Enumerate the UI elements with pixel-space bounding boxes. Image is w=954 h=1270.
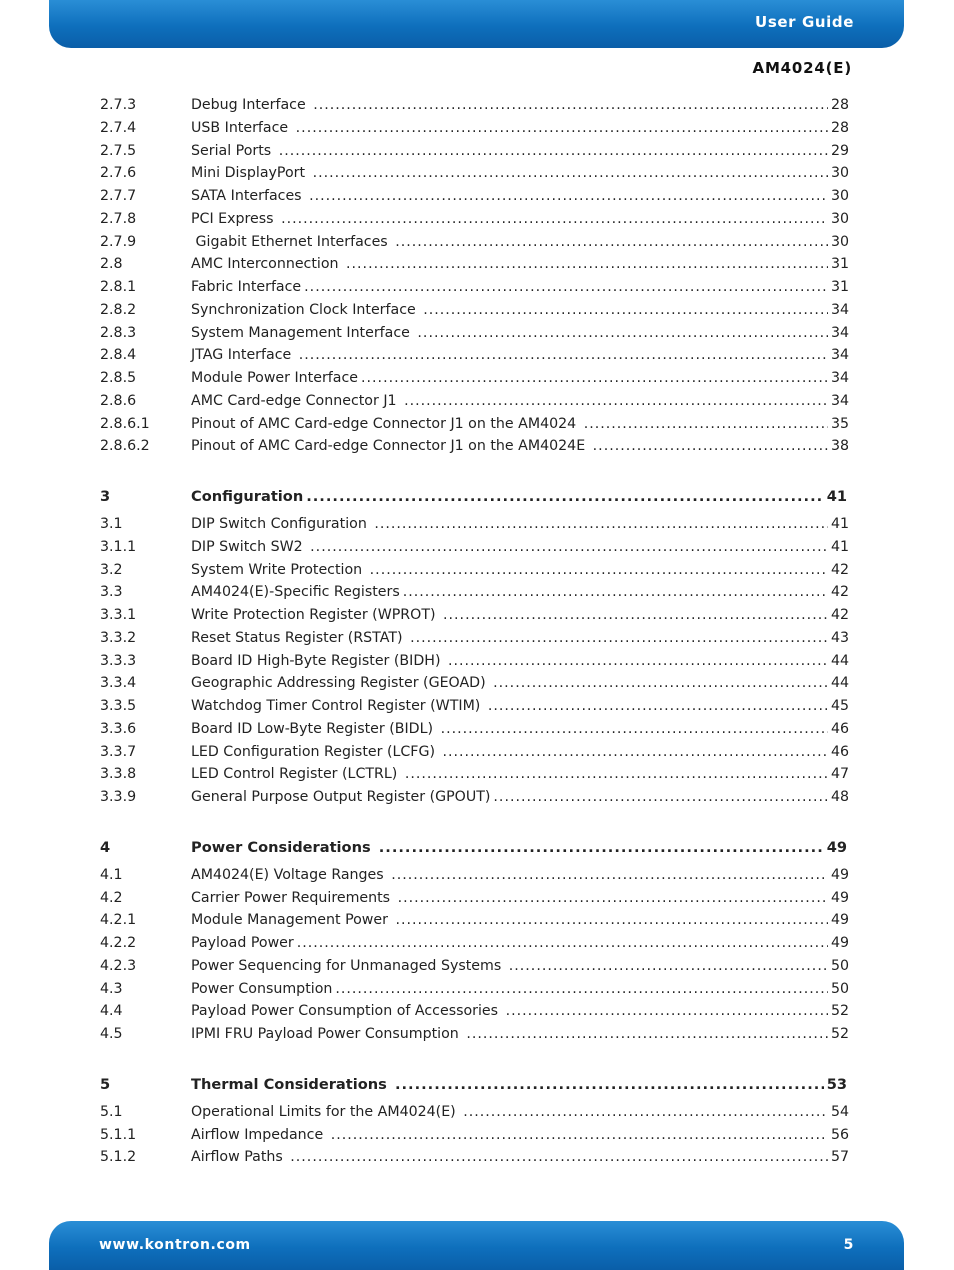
toc-entry-page: 52 bbox=[830, 1003, 849, 1020]
toc-entry-row[interactable] bbox=[100, 393, 849, 416]
toc-entry-page: 49 bbox=[830, 866, 849, 883]
toc-entry-title: Thermal Considerations bbox=[191, 1075, 392, 1093]
toc-entry-page: 34 bbox=[830, 324, 849, 341]
toc-entry-row[interactable] bbox=[100, 867, 849, 890]
toc-leader-dots bbox=[466, 1026, 828, 1042]
toc-entry-page: 46 bbox=[830, 743, 849, 760]
toc-entry-number: 2.8.6.2 bbox=[100, 438, 150, 455]
toc-entry-number: 3.3.5 bbox=[100, 698, 137, 714]
toc-entry-row[interactable] bbox=[100, 143, 849, 166]
toc-leader-dots bbox=[313, 165, 828, 181]
toc-entry-page: 42 bbox=[830, 584, 849, 601]
toc-entry-number: 2.8.4 bbox=[100, 347, 137, 364]
toc-leader-dots bbox=[506, 1003, 828, 1019]
toc-entry-row[interactable] bbox=[100, 981, 849, 1004]
toc-entry-title: DIP Switch Configuration bbox=[191, 516, 372, 532]
toc-entry-title: AMC Card-edge Connector J1 bbox=[191, 392, 402, 409]
toc-entry-row[interactable] bbox=[100, 256, 849, 279]
toc-chapter-row[interactable] bbox=[100, 839, 849, 867]
toc-entry-title: LED Configuration Register (LCFG) bbox=[191, 743, 440, 760]
toc-entry-title: Power Consumption bbox=[191, 980, 333, 997]
toc-entry-page: 56 bbox=[830, 1126, 849, 1143]
toc-entry-row[interactable] bbox=[100, 675, 849, 698]
toc-entry-number: 2.8.1 bbox=[100, 279, 137, 295]
toc-entry-row[interactable] bbox=[100, 935, 849, 958]
toc-entry-page: 35 bbox=[830, 415, 849, 432]
toc-entry-page: 34 bbox=[830, 392, 849, 409]
toc-entry-page: 34 bbox=[830, 370, 849, 386]
toc-entry-number: 4.2.1 bbox=[100, 912, 137, 929]
toc-entry-page: 30 bbox=[830, 188, 849, 204]
toc-entry-row[interactable] bbox=[100, 584, 849, 607]
toc-leader-dots bbox=[448, 653, 828, 669]
toc-leader-dots bbox=[370, 562, 828, 578]
toc-leader-dots bbox=[410, 630, 828, 646]
toc-leader-dots bbox=[395, 234, 828, 250]
toc-entry-page: 53 bbox=[826, 1075, 847, 1093]
toc-entry-page: 42 bbox=[830, 607, 849, 623]
toc-entry-number: 4 bbox=[100, 838, 111, 856]
toc-leader-dots bbox=[403, 584, 828, 600]
toc-leader-dots bbox=[331, 1127, 828, 1143]
toc-entry-number: 4.1 bbox=[100, 866, 123, 883]
toc-entry-title: Power Considerations bbox=[191, 838, 376, 856]
toc-entry-number: 5 bbox=[100, 1075, 111, 1093]
toc-entry-row[interactable] bbox=[100, 370, 849, 393]
toc-leader-dots bbox=[417, 325, 828, 341]
toc-leader-dots bbox=[584, 416, 828, 432]
toc-entry-title: Mini DisplayPort bbox=[191, 165, 310, 182]
toc-entry-page: 43 bbox=[830, 629, 849, 646]
toc-entry-page: 41 bbox=[830, 516, 849, 532]
toc-entry-title: Operational Limits for the AM4024(E) bbox=[191, 1103, 461, 1120]
toc-entry-title: Module Power Interface bbox=[191, 370, 359, 386]
toc-entry-page: 52 bbox=[830, 1026, 849, 1042]
toc-entry-row[interactable] bbox=[100, 1127, 849, 1150]
header-label: User Guide bbox=[755, 13, 854, 31]
table-of-contents bbox=[100, 97, 849, 1172]
toc-entry-number: 2.7.7 bbox=[100, 188, 137, 204]
toc-entry-number: 3.3.7 bbox=[100, 743, 137, 760]
toc-entry-row[interactable] bbox=[100, 188, 849, 211]
toc-entry-row[interactable] bbox=[100, 789, 849, 812]
toc-entry-number: 3.3.4 bbox=[100, 675, 137, 692]
toc-entry-number: 2.7.6 bbox=[100, 165, 137, 182]
footer-banner bbox=[49, 1221, 904, 1270]
toc-entry-number: 5.1 bbox=[100, 1103, 123, 1120]
toc-entry-number: 3.2 bbox=[100, 561, 123, 578]
toc-entry-title: AMC Interconnection bbox=[191, 256, 344, 273]
toc-entry-number: 2.7.3 bbox=[100, 97, 137, 113]
toc-entry-row[interactable] bbox=[100, 347, 849, 370]
toc-leader-dots bbox=[299, 347, 828, 363]
toc-entry-number: 4.4 bbox=[100, 1003, 123, 1020]
toc-leader-dots bbox=[405, 766, 828, 782]
toc-leader-dots bbox=[443, 607, 828, 623]
toc-entry-page: 49 bbox=[830, 935, 849, 951]
toc-entry-row[interactable] bbox=[100, 630, 849, 653]
toc-leader-dots bbox=[361, 370, 828, 386]
toc-entry-title: Fabric Interface bbox=[191, 279, 302, 295]
toc-entry-number: 4.3 bbox=[100, 980, 123, 997]
toc-entry-number: 3.3.9 bbox=[100, 789, 137, 805]
toc-leader-dots bbox=[281, 211, 828, 227]
toc-entry-row[interactable] bbox=[100, 165, 849, 188]
toc-entry-page: 38 bbox=[830, 438, 849, 455]
toc-leader-dots bbox=[279, 143, 828, 159]
toc-entry-title: DIP Switch SW2 bbox=[191, 538, 308, 555]
toc-entry-number: 4.2.2 bbox=[100, 935, 137, 951]
toc-leader-dots bbox=[493, 675, 828, 691]
toc-entry-title: System Write Protection bbox=[191, 561, 367, 578]
toc-entry-title: System Management Interface bbox=[191, 324, 415, 341]
toc-entry-page: 41 bbox=[830, 538, 849, 555]
toc-leader-dots bbox=[335, 981, 828, 997]
toc-leader-dots bbox=[463, 1104, 828, 1120]
toc-entry-page: 46 bbox=[830, 720, 849, 737]
toc-entry-title: Write Protection Register (WPROT) bbox=[191, 607, 441, 623]
toc-entry-title: JTAG Interface bbox=[191, 347, 296, 364]
toc-leader-dots bbox=[379, 839, 824, 856]
toc-entry-title: Power Sequencing for Unmanaged Systems bbox=[191, 957, 506, 974]
toc-entry-number: 2.8.3 bbox=[100, 324, 137, 341]
toc-entry-page: 31 bbox=[830, 279, 849, 295]
toc-entry-row[interactable] bbox=[100, 516, 849, 539]
toc-entry-row[interactable] bbox=[100, 325, 849, 348]
toc-leader-dots bbox=[310, 539, 828, 555]
toc-entry-page: 50 bbox=[830, 957, 849, 974]
toc-entry-number: 2.7.4 bbox=[100, 119, 137, 136]
toc-entry-row[interactable] bbox=[100, 438, 849, 461]
toc-entry-number: 3 bbox=[100, 488, 111, 505]
toc-entry-page: 57 bbox=[830, 1149, 849, 1166]
toc-entry-page: 54 bbox=[830, 1103, 849, 1120]
toc-chapter-row[interactable] bbox=[100, 488, 849, 516]
toc-entry-number: 4.2.3 bbox=[100, 957, 137, 974]
toc-entry-number: 2.8.6 bbox=[100, 392, 137, 409]
toc-entry-row[interactable] bbox=[100, 721, 849, 744]
toc-leader-dots bbox=[391, 867, 828, 883]
toc-entry-row[interactable] bbox=[100, 1026, 849, 1049]
header-banner bbox=[49, 0, 904, 48]
toc-entry-number: 3.3.3 bbox=[100, 652, 137, 669]
toc-entry-page: 47 bbox=[830, 766, 849, 783]
toc-entry-title: Reset Status Register (RSTAT) bbox=[191, 629, 408, 646]
toc-entry-page: 48 bbox=[830, 789, 849, 805]
toc-entry-page: 34 bbox=[830, 301, 849, 318]
toc-entry-number: 2.8 bbox=[100, 256, 123, 273]
toc-entry-row[interactable] bbox=[100, 607, 849, 630]
toc-entry-page: 44 bbox=[830, 652, 849, 669]
toc-entry-number: 3.3.1 bbox=[100, 607, 137, 623]
toc-entry-number: 2.7.5 bbox=[100, 142, 137, 159]
toc-leader-dots bbox=[404, 393, 828, 409]
toc-entry-number: 5.1.1 bbox=[100, 1126, 137, 1143]
toc-entry-row[interactable] bbox=[100, 912, 849, 935]
toc-entry-page: 28 bbox=[830, 97, 849, 113]
toc-entry-title: Configuration bbox=[191, 488, 304, 505]
toc-entry-title: USB Interface bbox=[191, 119, 293, 136]
toc-entry-row[interactable] bbox=[100, 653, 849, 676]
toc-entry-page: 41 bbox=[826, 488, 847, 505]
toc-entry-row[interactable] bbox=[100, 890, 849, 913]
toc-leader-dots bbox=[313, 97, 828, 113]
toc-entry-row[interactable] bbox=[100, 1003, 849, 1026]
toc-leader-dots bbox=[488, 698, 828, 714]
toc-entry-row[interactable] bbox=[100, 698, 849, 721]
toc-entry-title: Geographic Addressing Register (GEOAD) bbox=[191, 675, 491, 692]
toc-entry-page: 45 bbox=[830, 698, 849, 714]
toc-entry-row[interactable] bbox=[100, 211, 849, 234]
toc-entry-title: Pinout of AMC Card-edge Connector J1 on the AM4024 bbox=[191, 415, 581, 432]
toc-leader-dots bbox=[509, 958, 828, 974]
toc-entry-page: 28 bbox=[830, 119, 849, 136]
toc-entry-title: Payload Power Consumption of Accessories bbox=[191, 1003, 503, 1020]
toc-entry-row[interactable] bbox=[100, 958, 849, 981]
toc-entry-row[interactable] bbox=[100, 302, 849, 325]
toc-leader-dots bbox=[290, 1149, 828, 1165]
toc-entry-title: Watchdog Timer Control Register (WTIM) bbox=[191, 698, 485, 714]
toc-leader-dots bbox=[395, 1076, 824, 1093]
toc-entry-row[interactable] bbox=[100, 539, 849, 562]
toc-entry-number: 4.5 bbox=[100, 1026, 123, 1042]
toc-leader-dots bbox=[443, 744, 828, 760]
toc-entry-title: General Purpose Output Register (GPOUT) bbox=[191, 789, 491, 805]
toc-entry-title: SATA Interfaces bbox=[191, 188, 307, 204]
toc-entry-number: 3.3.6 bbox=[100, 720, 137, 737]
toc-entry-title: Airflow Paths bbox=[191, 1149, 288, 1166]
toc-entry-title: Board ID Low-Byte Register (BIDL) bbox=[191, 720, 438, 737]
page-number: 5 bbox=[843, 1237, 854, 1253]
toc-entry-row[interactable] bbox=[100, 97, 849, 120]
toc-entry-title: Module Management Power bbox=[191, 912, 393, 929]
toc-entry-row[interactable] bbox=[100, 1149, 849, 1172]
toc-leader-dots bbox=[398, 890, 828, 906]
toc-entry-number: 3.3.8 bbox=[100, 766, 137, 783]
toc-entry-page: 49 bbox=[826, 838, 847, 856]
toc-leader-dots bbox=[423, 302, 828, 318]
document-title: AM4024(E) bbox=[752, 59, 852, 77]
toc-entry-page: 31 bbox=[830, 256, 849, 273]
toc-entry-title: Gigabit Ethernet Interfaces bbox=[191, 233, 393, 250]
toc-entry-row[interactable] bbox=[100, 744, 849, 767]
toc-chapter-row[interactable] bbox=[100, 1076, 849, 1104]
toc-leader-dots bbox=[346, 256, 828, 272]
toc-entry-row[interactable] bbox=[100, 1104, 849, 1127]
toc-entry-title: Payload Power bbox=[191, 935, 294, 951]
toc-entry-page: 50 bbox=[830, 980, 849, 997]
toc-entry-title: IPMI FRU Payload Power Consumption bbox=[191, 1026, 464, 1042]
toc-entry-page: 44 bbox=[830, 675, 849, 692]
toc-entry-title: AM4024(E) Voltage Ranges bbox=[191, 866, 389, 883]
footer-website-link[interactable]: www.kontron.com bbox=[99, 1237, 251, 1253]
toc-entry-page: 29 bbox=[830, 142, 849, 159]
toc-leader-dots bbox=[493, 789, 828, 805]
toc-leader-dots bbox=[296, 120, 828, 136]
toc-entry-title: Airflow Impedance bbox=[191, 1126, 328, 1143]
toc-entry-page: 30 bbox=[830, 210, 849, 227]
toc-entry-page: 34 bbox=[830, 347, 849, 364]
toc-leader-dots bbox=[306, 488, 823, 505]
toc-entry-title: Debug Interface bbox=[191, 97, 311, 113]
toc-entry-page: 49 bbox=[830, 912, 849, 929]
toc-leader-dots bbox=[593, 438, 828, 454]
toc-leader-dots bbox=[309, 188, 828, 204]
toc-entry-number: 3.3.2 bbox=[100, 629, 137, 646]
toc-entry-page: 30 bbox=[830, 165, 849, 182]
toc-entry-page: 42 bbox=[830, 561, 849, 578]
toc-entry-row[interactable] bbox=[100, 279, 849, 302]
toc-entry-page: 30 bbox=[830, 233, 849, 250]
toc-entry-row[interactable] bbox=[100, 416, 849, 439]
toc-entry-title: PCI Express bbox=[191, 210, 279, 227]
toc-entry-number: 3.1.1 bbox=[100, 538, 137, 555]
toc-entry-title: LED Control Register (LCTRL) bbox=[191, 766, 402, 783]
toc-leader-dots bbox=[374, 516, 828, 532]
toc-leader-dots bbox=[441, 721, 828, 737]
toc-entry-row[interactable] bbox=[100, 562, 849, 585]
toc-entry-number: 3.1 bbox=[100, 516, 123, 532]
toc-entry-title: Carrier Power Requirements bbox=[191, 889, 395, 906]
toc-entry-page: 49 bbox=[830, 889, 849, 906]
toc-entry-title: Synchronization Clock Interface bbox=[191, 301, 421, 318]
toc-entry-number: 2.7.9 bbox=[100, 233, 137, 250]
toc-entry-number: 4.2 bbox=[100, 889, 123, 906]
toc-entry-number: 3.3 bbox=[100, 584, 123, 601]
toc-entry-row[interactable] bbox=[100, 766, 849, 789]
toc-leader-dots bbox=[304, 279, 828, 295]
toc-entry-title: AM4024(E)-Specific Registers bbox=[191, 584, 400, 601]
toc-leader-dots bbox=[395, 912, 827, 928]
toc-entry-number: 2.8.5 bbox=[100, 370, 137, 386]
toc-entry-number: 2.7.8 bbox=[100, 210, 137, 227]
toc-entry-title: Serial Ports bbox=[191, 142, 276, 159]
toc-entry-number: 2.8.2 bbox=[100, 301, 137, 318]
toc-entry-number: 2.8.6.1 bbox=[100, 415, 150, 432]
toc-leader-dots bbox=[297, 935, 828, 951]
toc-entry-row[interactable] bbox=[100, 234, 849, 257]
toc-entry-number: 5.1.2 bbox=[100, 1149, 137, 1166]
toc-entry-title: Pinout of AMC Card-edge Connector J1 on the AM4024E bbox=[191, 438, 590, 455]
toc-entry-row[interactable] bbox=[100, 120, 849, 143]
toc-entry-title: Board ID High-Byte Register (BIDH) bbox=[191, 652, 445, 669]
